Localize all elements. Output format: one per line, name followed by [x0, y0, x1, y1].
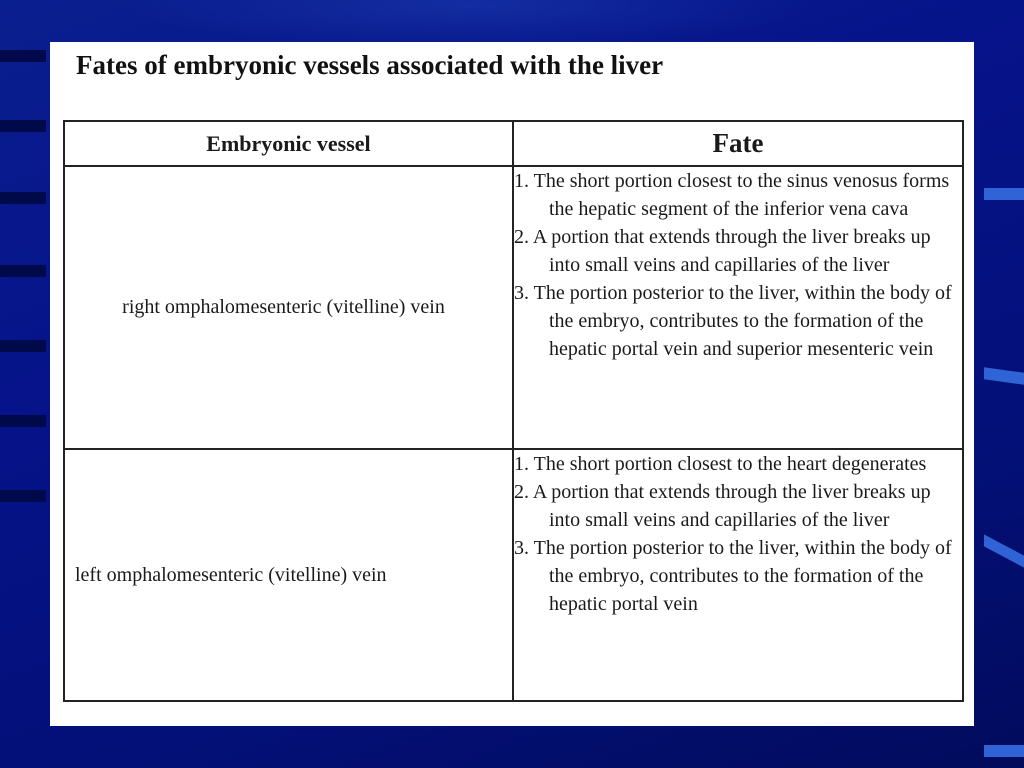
table-header-row: [64, 121, 963, 166]
fate-cell: [513, 449, 963, 701]
left-stripe: [0, 340, 46, 352]
left-stripe: [0, 50, 46, 62]
slide-title: Fates of embryonic vessels associated with the liver: [76, 50, 664, 80]
left-stripe: [0, 265, 46, 277]
fate-item: 2. A portion that extends through the liver breaks up into small veins and capillaries of the liver: [514, 481, 931, 531]
left-stripe: [0, 415, 46, 427]
fate-list: [514, 167, 962, 363]
header-fate: Fate: [513, 121, 963, 166]
fates-table: [63, 120, 964, 702]
right-stripe: [984, 745, 1024, 757]
fate-cell: [513, 166, 963, 449]
left-stripe: [0, 490, 46, 502]
fate-item: 1. The short portion closest to the sinus venosus forms the hepatic segment of the inferior vena cava: [514, 170, 950, 220]
fate-list: [514, 450, 962, 618]
right-stripe: [984, 534, 1024, 567]
right-stripe: [984, 188, 1024, 200]
vessel-name: right omphalomesenteric (vitelline) vein: [64, 166, 513, 449]
left-stripe: [0, 120, 46, 132]
header-embryonic-vessel: Embryonic vessel: [64, 121, 513, 166]
left-stripe: [0, 192, 46, 204]
fate-item: 3. The portion posterior to the liver, within the body of the embryo, contributes to the formation of the hepatic portal vein and superior mesenteric vein: [514, 282, 952, 360]
right-stripe: [984, 367, 1024, 385]
table-row: [64, 449, 963, 701]
table-row: [64, 166, 963, 449]
fate-item: 2. A portion that extends through the liver breaks up into small veins and capillaries of the liver: [514, 226, 931, 276]
fate-item: 1. The short portion closest to the heart degenerates: [514, 453, 927, 475]
fate-item: 3. The portion posterior to the liver, within the body of the embryo, contributes to the formation of the hepatic portal vein: [514, 537, 952, 615]
slide-content: [50, 42, 974, 726]
vessel-name: left omphalomesenteric (vitelline) vein: [64, 449, 513, 701]
